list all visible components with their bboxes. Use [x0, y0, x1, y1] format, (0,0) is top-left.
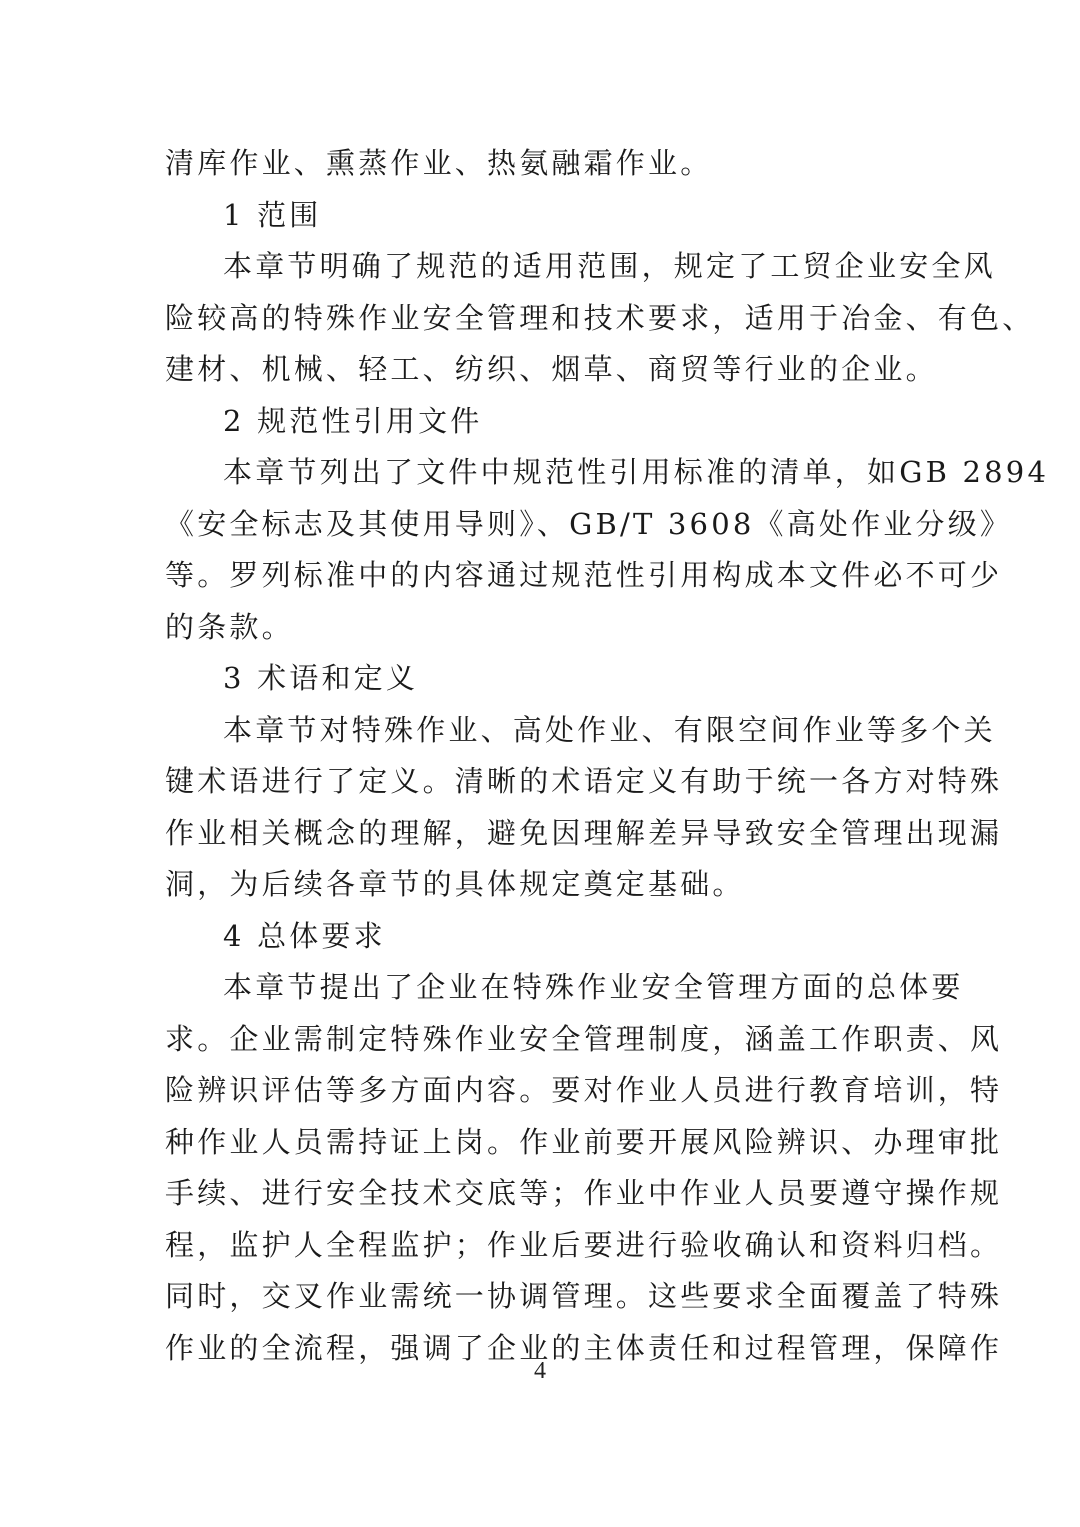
text-line: 作业的全流程，强调了企业的主体责任和过程管理，保障作 — [165, 1330, 1003, 1365]
page-number: 4 — [534, 1358, 546, 1384]
text-line: 的条款。 — [165, 609, 294, 644]
section-heading-scope: 1 范围 — [223, 197, 322, 232]
section-heading-normative-references: 2 规范性引用文件 — [223, 403, 483, 438]
text-line: 等。罗列标准中的内容通过规范性引用构成本文件必不可少 — [165, 558, 1003, 592]
text-line: 清库作业、熏蒸作业、热氨融霜作业。 — [165, 146, 713, 180]
section-heading-general-requirements: 4 总体要求 — [223, 918, 386, 953]
text-line: 本章节对特殊作业、高处作业、有限空间作业等多个关 — [223, 712, 996, 747]
text-line: 种作业人员需持证上岗。作业前要开展风险辨识、办理审批 — [165, 1124, 1003, 1159]
text-line: 本章节提出了企业在特殊作业安全管理方面的总体要 — [223, 970, 964, 1004]
text-line: 作业相关概念的理解，避免因理解差异导致安全管理出现漏 — [165, 815, 1003, 850]
text-line: 程，监护人全程监护；作业后要进行验收确认和资料归档。 — [165, 1227, 1003, 1262]
text-line: 《安全标志及其使用导则》、GB/T 3608《高处作业分级》 — [165, 506, 1013, 541]
text-line: 求。企业需制定特殊作业安全管理制度，涵盖工作职责、风 — [165, 1021, 1003, 1056]
section-heading-terms-definitions: 3 术语和定义 — [223, 661, 419, 695]
text-line: 键术语进行了定义。清晰的术语定义有助于统一各方对特殊 — [165, 764, 1003, 798]
text-line: 洞，为后续各章节的具体规定奠定基础。 — [165, 867, 745, 901]
text-line: 本章节明确了规范的适用范围，规定了工贸企业安全风 — [223, 249, 996, 283]
document-body — [165, 138, 1050, 1374]
text-line: 建材、机械、轻工、纺织、烟草、商贸等行业的企业。 — [165, 352, 938, 386]
text-line: 险辨识评估等多方面内容。要对作业人员进行教育培训，特 — [165, 1073, 1003, 1107]
text-line: 手续、进行安全技术交底等；作业中作业人员要遵守操作规 — [165, 1176, 1003, 1210]
text-line: 同时，交叉作业需统一协调管理。这些要求全面覆盖了特殊 — [165, 1279, 1003, 1313]
text-line: 险较高的特殊作业安全管理和技术要求，适用于冶金、有色、 — [165, 300, 1035, 335]
text-line: 本章节列出了文件中规范性引用标准的清单，如GB 2894 — [223, 455, 1050, 489]
